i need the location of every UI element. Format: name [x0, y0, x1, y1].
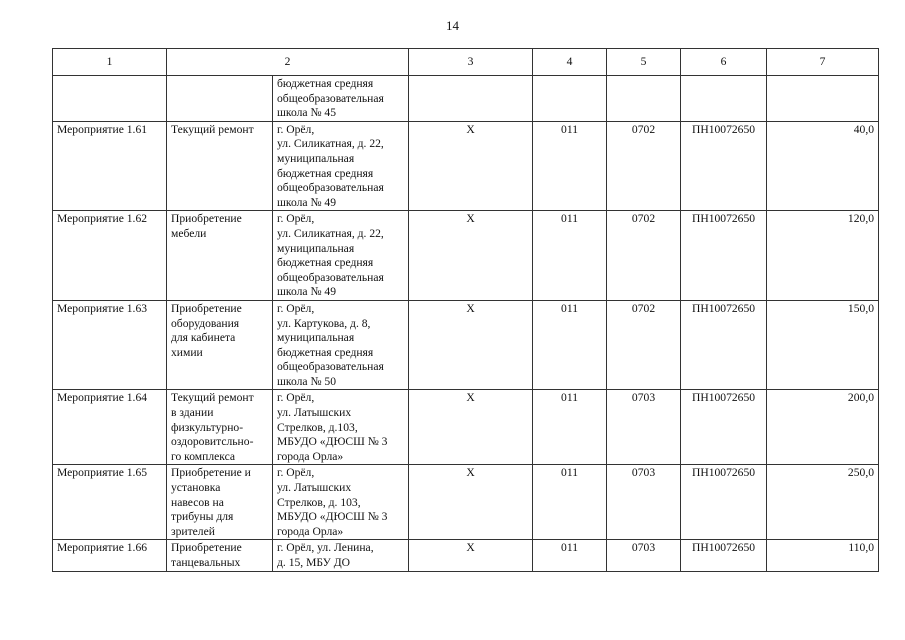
header-col-5: 5	[607, 49, 681, 76]
address-cell-line: общеобразовательная	[277, 181, 384, 195]
col7-cell: 110,0	[767, 540, 879, 571]
header-col-4: 4	[533, 49, 607, 76]
address-cell-line: школа № 49	[277, 285, 336, 299]
col4-cell: 011	[533, 211, 607, 301]
col5-cell: 0703	[607, 540, 681, 571]
name-cell-line: Текущий ремонт	[171, 391, 254, 405]
address-cell	[273, 211, 409, 301]
name-cell-line: в здании	[171, 406, 214, 420]
address-cell-line: школа № 49	[277, 195, 336, 209]
address-cell-line: общеобразовательная	[277, 270, 384, 284]
col6-cell: ПН10072650	[681, 390, 767, 465]
name-cell-line: навесов на	[171, 495, 224, 509]
address-cell-line: г. Орёл,	[277, 466, 315, 480]
address-cell-line: ул. Силикатная, д. 22,	[277, 137, 384, 151]
col4-cell: 011	[533, 465, 607, 540]
name-cell-line: Текущий ремонт	[171, 122, 254, 136]
header-col-6: 6	[681, 49, 767, 76]
header-row	[53, 49, 879, 76]
table-row	[53, 121, 879, 211]
address-cell-line: города Орла»	[277, 449, 344, 463]
name-cell-line: физкультурно-	[171, 420, 244, 434]
name-cell-line: Приобретение и	[171, 466, 251, 480]
name-cell-line: установка	[171, 481, 221, 495]
col6-cell: ПН10072650	[681, 300, 767, 390]
address-cell	[273, 121, 409, 211]
event-cell-line: Мероприятие 1.63	[57, 301, 148, 315]
event-cell-line: Мероприятие 1.61	[57, 122, 148, 136]
header-col-7: 7	[767, 49, 879, 76]
name-cell-line: трибуны для	[171, 510, 234, 524]
name-cell-line: Приобретение	[171, 212, 242, 226]
address-cell-line: бюджетная средняя	[277, 77, 374, 90]
col5-cell	[607, 76, 681, 122]
name-cell	[167, 390, 273, 465]
name-cell-line: мебели	[171, 226, 207, 240]
address-cell	[273, 390, 409, 465]
col6-cell: ПН10072650	[681, 121, 767, 211]
event-cell-line: Мероприятие 1.65	[57, 466, 148, 480]
address-cell-line: г. Орёл, ул. Ленина,	[277, 541, 374, 555]
address-cell-line: общеобразовательная	[277, 91, 384, 105]
event-cell-line: Мероприятие 1.66	[57, 541, 148, 555]
event-cell-line: Мероприятие 1.64	[57, 391, 148, 405]
name-cell-line: Приобретение	[171, 541, 242, 555]
name-cell-line: для кабинета	[171, 331, 236, 345]
table-row	[53, 76, 879, 122]
name-cell-line: го комплекса	[171, 449, 236, 463]
name-cell-line: оздоровитсльно-	[171, 435, 254, 449]
col6-cell: ПН10072650	[681, 540, 767, 571]
name-cell	[167, 76, 273, 122]
col3-cell: Х	[409, 211, 533, 301]
header-col-1: 1	[53, 49, 167, 76]
col7-cell: 200,0	[767, 390, 879, 465]
address-cell-line: школа № 50	[277, 374, 336, 388]
address-cell	[273, 300, 409, 390]
name-cell-line: химии	[171, 345, 203, 359]
col7-cell: 120,0	[767, 211, 879, 301]
address-cell	[273, 540, 409, 571]
col6-cell: ПН10072650	[681, 211, 767, 301]
address-cell-line: муниципальная	[277, 331, 355, 345]
address-cell-line: МБУДО «ДЮСШ № 3	[277, 435, 388, 449]
name-cell	[167, 211, 273, 301]
address-cell-line: ул. Латышских	[277, 481, 352, 495]
address-cell-line: г. Орёл,	[277, 301, 315, 315]
col5-cell: 0702	[607, 300, 681, 390]
name-cell-line: зрителей	[171, 524, 215, 538]
col5-cell: 0703	[607, 465, 681, 540]
name-cell	[167, 465, 273, 540]
col4-cell: 011	[533, 540, 607, 571]
col7-cell: 250,0	[767, 465, 879, 540]
address-cell-line: муниципальная	[277, 151, 355, 165]
address-cell-line: Стрелков, д.103,	[277, 420, 358, 434]
col7-cell: 40,0	[767, 121, 879, 211]
col5-cell: 0702	[607, 211, 681, 301]
event-cell	[53, 211, 167, 301]
address-cell-line: ул. Силикатная, д. 22,	[277, 226, 384, 240]
event-cell	[53, 121, 167, 211]
col3-cell: Х	[409, 465, 533, 540]
table-row	[53, 300, 879, 390]
col3-cell: Х	[409, 390, 533, 465]
name-cell-line: оборудования	[171, 316, 240, 330]
col7-cell: 150,0	[767, 300, 879, 390]
table-row	[53, 390, 879, 465]
address-cell-line: школа № 45	[277, 106, 336, 120]
table-row	[53, 465, 879, 540]
address-cell-line: бюджетная средняя	[277, 256, 374, 270]
address-cell-line: бюджетная средняя	[277, 345, 374, 359]
name-cell	[167, 540, 273, 571]
col3-cell: Х	[409, 540, 533, 571]
address-cell-line: г. Орёл,	[277, 122, 315, 136]
event-cell-line: Мероприятие 1.62	[57, 212, 148, 226]
col6-cell: ПН10072650	[681, 465, 767, 540]
col4-cell	[533, 76, 607, 122]
address-cell-line: бюджетная средняя	[277, 166, 374, 180]
address-cell-line: ул. Картукова, д. 8,	[277, 316, 371, 330]
address-cell-line: общеобразовательная	[277, 360, 384, 374]
page-number: 14	[446, 18, 459, 33]
col4-cell: 011	[533, 390, 607, 465]
col3-cell	[409, 76, 533, 122]
address-cell-line: г. Орёл,	[277, 391, 315, 405]
name-cell-line: танцевальных	[171, 556, 241, 569]
col7-cell	[767, 76, 879, 122]
col5-cell: 0702	[607, 121, 681, 211]
col4-cell: 011	[533, 121, 607, 211]
col6-cell	[681, 76, 767, 122]
address-cell-line: г. Орёл,	[277, 212, 315, 226]
event-cell	[53, 76, 167, 122]
header-col-2: 2	[167, 49, 409, 76]
address-cell-line: МБУДО «ДЮСШ № 3	[277, 510, 388, 524]
address-cell-line: Стрелков, д. 103,	[277, 495, 361, 509]
event-cell	[53, 300, 167, 390]
address-cell	[273, 76, 409, 122]
address-cell-line: ул. Латышских	[277, 406, 352, 420]
address-cell	[273, 465, 409, 540]
event-cell	[53, 390, 167, 465]
header-col-3: 3	[409, 49, 533, 76]
event-cell	[53, 465, 167, 540]
name-cell	[167, 121, 273, 211]
event-cell	[53, 540, 167, 571]
budget-table	[52, 48, 879, 572]
col4-cell: 011	[533, 300, 607, 390]
col3-cell: Х	[409, 121, 533, 211]
table-row	[53, 540, 879, 571]
col3-cell: Х	[409, 300, 533, 390]
address-cell-line: д. 15, МБУ ДО	[277, 556, 351, 569]
table-row	[53, 211, 879, 301]
address-cell-line: муниципальная	[277, 241, 355, 255]
col5-cell: 0703	[607, 390, 681, 465]
name-cell-line: Приобретение	[171, 301, 242, 315]
address-cell-line: города Орла»	[277, 524, 344, 538]
name-cell	[167, 300, 273, 390]
